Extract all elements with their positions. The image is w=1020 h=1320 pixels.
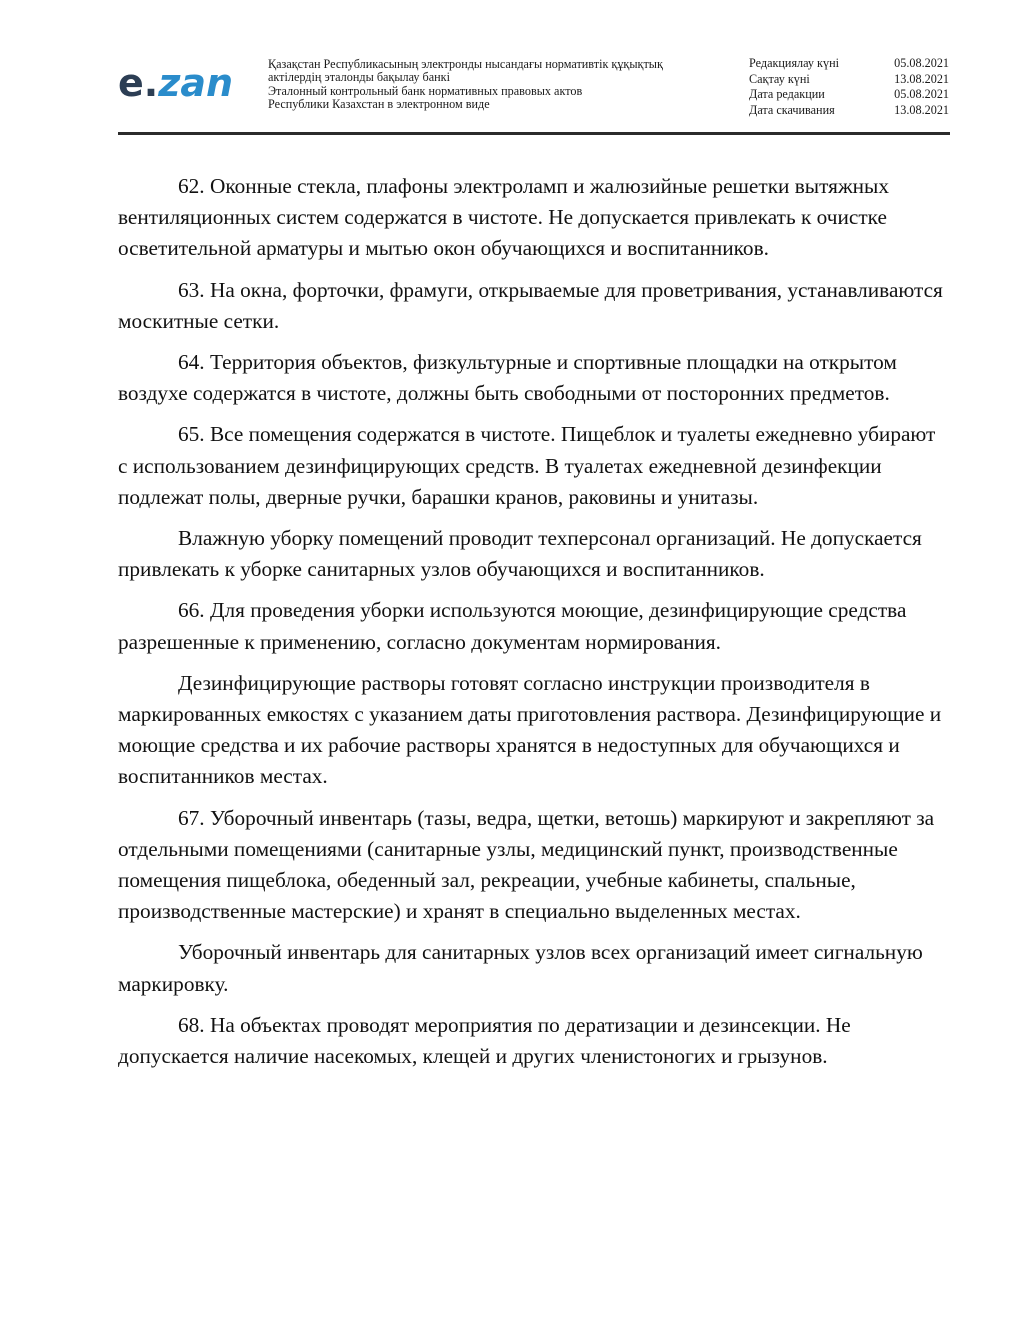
meta-value: 13.08.2021 bbox=[894, 102, 949, 117]
ezan-logo: e.zan bbox=[118, 61, 234, 105]
meta-row bbox=[749, 56, 949, 72]
paragraph-67-cont: Уборочный инвентарь для санитарных узлов всех организаций имеет сигнальную маркировку. bbox=[118, 940, 923, 996]
paragraph-64: 64. Территория объектов, физкультурные и спортивные площадки на открытом воздухе содержатся в чистоте, должны быть свободными от посторонних предметов. bbox=[118, 350, 897, 406]
meta-row bbox=[749, 103, 949, 119]
meta-value: 13.08.2021 bbox=[894, 71, 949, 86]
header-dates bbox=[749, 56, 949, 118]
document-body bbox=[118, 171, 950, 1082]
header-bank-title bbox=[268, 58, 738, 112]
paragraph-65-cont: Влажную уборку помещений проводит техперсонал организаций. Не допускается привлекать к уборке санитарных узлов обучающихся и воспитанников. bbox=[118, 526, 922, 582]
meta-label: Сақтау күні bbox=[749, 71, 810, 86]
meta-row bbox=[749, 87, 949, 103]
paragraph-63: 63. На окна, форточки, фрамуги, открываемые для проветривания, устанавливаются москитные сетки. bbox=[118, 277, 943, 333]
paragraph-62: 62. Оконные стекла, плафоны электроламп и жалюзийные решетки вытяжных вентиляционных систем содержатся в чистоте. Не допускается привлекать к очистке осветительной арматуры и мытью окон обучающихся и воспитанников. bbox=[118, 174, 890, 261]
header-line: Республики Казахстан в электронном виде bbox=[268, 97, 490, 112]
header-line: актілердің эталонды бақылау банкі bbox=[268, 70, 450, 85]
meta-value: 05.08.2021 bbox=[894, 56, 949, 70]
meta-label: Дата редакции bbox=[749, 87, 825, 102]
meta-value: 05.08.2021 bbox=[894, 87, 949, 102]
meta-label: Редакциялау күні bbox=[749, 56, 839, 70]
paragraph-67: 67. Уборочный инвентарь (тазы, ведра, щетки, ветошь) маркируют и закрепляют за отдельными помещениями (санитарные узлы, медицинский пункт, производственные помещения пищеблока, обеденный зал, рекреации, учебные кабинеты, спальные, производственные мастерские) и хранят в специально выделенных местах. bbox=[118, 805, 935, 924]
paragraph-65: 65. Все помещения содержатся в чистоте. Пищеблок и туалеты ежедневно убирают с использованием дезинфицирующих средств. В туалетах ежедневной дезинфекции подлежат полы, дверные ручки, барашки кранов, раковины и унитазы. bbox=[118, 422, 936, 509]
header-line: Қазақстан Республикасының электронды нысандағы нормативтік құқықтық bbox=[268, 57, 663, 71]
meta-row bbox=[749, 72, 949, 88]
paragraph-68: 68. На объектах проводят мероприятия по дератизации и дезинсекции. Не допускается наличие насекомых, клещей и других членистоногих и грызунов. bbox=[118, 1012, 851, 1069]
page-header bbox=[118, 52, 950, 135]
paragraph-66: 66. Для проведения уборки используются моющие, дезинфицирующие средства разрешенные к применению, согласно документам нормирования. bbox=[118, 598, 907, 654]
paragraph-66-cont: Дезинфицирующие растворы готовят согласно инструкции производителя в маркированных емкостях с указанием даты приготовления раствора. Дезинфицирующие и моющие средства и их рабочие растворы хранятся в недоступных для обучающихся и воспитанников местах. bbox=[118, 670, 942, 789]
meta-label: Дата скачивания bbox=[749, 102, 835, 117]
header-line: Эталонный контрольный банк нормативных правовых актов bbox=[268, 83, 583, 98]
